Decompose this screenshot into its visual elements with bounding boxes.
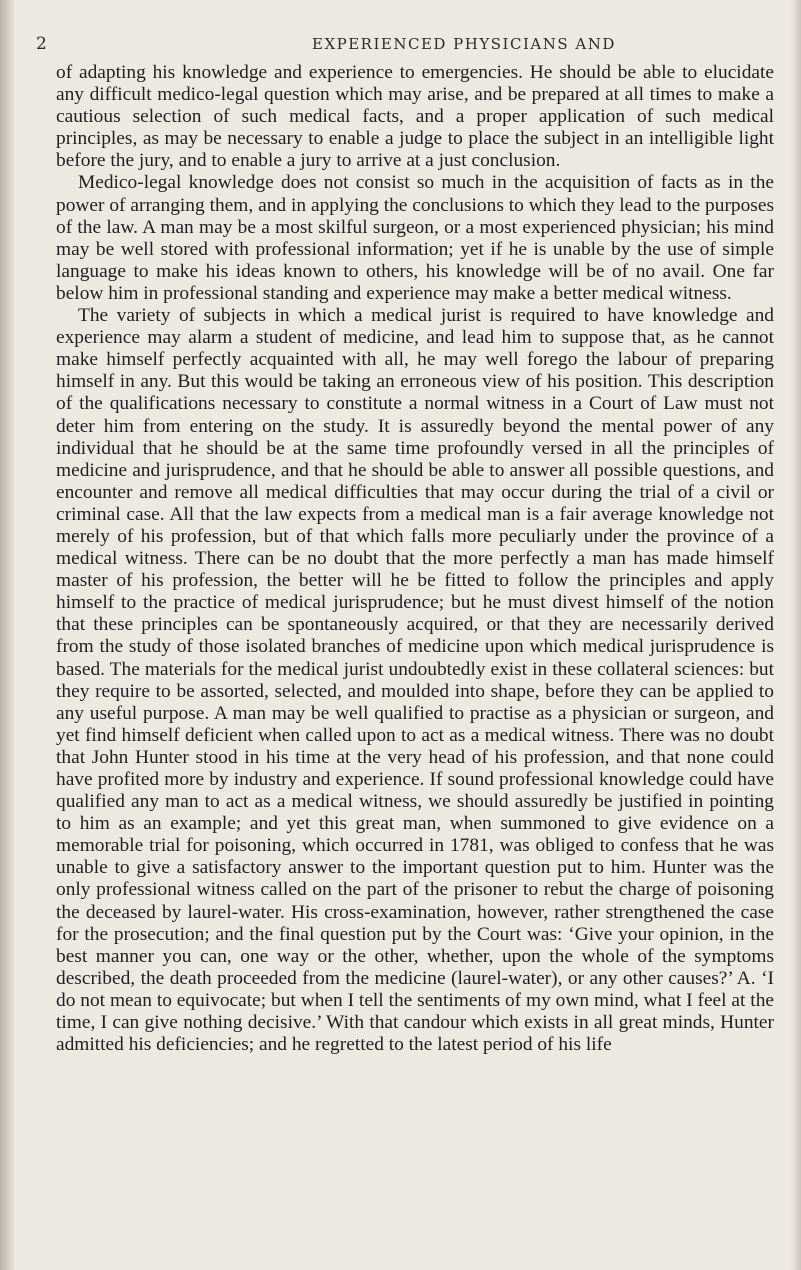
paragraph-3: The variety of subjects in which a medical jurist is required to have knowledge and experience may alarm a student of medicine, and lead him to suppose that, as he cannot make himself perfectly acquainted with all, he may well forego the labour of preparing himself in any. But this would be taking an erroneous view of his position. This description of the qualifications necessary to constitute a normal witness in a Court of Law must not deter him from entering on the study. It is assuredly beyond the mental power of any individual that he should be at the same time profoundly versed in all the principles of medicine and jurisprudence, and that he should be able to answer all possible questions, and encounter and remove all medical difficulties that may occur during the trial of a civil or criminal case. All that the law expects from a medical man is a fair average knowledge not merely of his profession, but of that which falls more peculiarly under the province of a medical witness. There can be no doubt that the more perfectly a man has made himself master of his profession, the better will he be fitted to follow the principles and apply himself to the practice of medical jurisprudence; but he must divest himself of the notion that these principles can be spontaneously acquired, or that they are necessarily derived from the study of those isolated branches of medicine upon which medical jurisprudence is based. The materials for the medical jurist undoubtedly exist in these collateral sciences: but they require to be assorted, selected, and moulded into shape, before they can be applied to any useful purpose. A man may be well qualified to practise as a physician or surgeon, and yet find himself deficient when called upon to act as a medical witness. There was no doubt that John Hunter stood in his time at the very head of his profession, and that none could have profited more by industry and experience. If sound professional knowledge could have qualified any man to act as a medical witness, we should assuredly be justified in pointing to him as an example; and yet this great man, when summoned to give evidence on a memorable trial for poisoning, which occurred in 1781, was obliged to confess that he was unable to give a satisfactory answer to the important question put to him. Hunter was the only professional witness called on the part of the prisoner to rebut the charge of poisoning the deceased by laurel-water. His cross-examination, however, rather strengthened the case for the prosecution; and the final question put by the Court was: ‘Give your opinion, in the best manner you can, one way or the other, whether, upon the whole of the symptoms described, the death proceeded from the medicine (laurel-water), or any other causes?’ A. ‘I do not mean to equivocate; but when I tell the sentiments of my own mind, what I feel at the time, I can give nothing decisive.’ With that candour which exists in all great minds, Hunter admitted his deficiencies; and he regretted to the latest period of his life [56, 305, 774, 1056]
paragraph-2: Medico-legal knowledge does not consist so much in the acquisition of facts as in the power of arranging them, and in applying the conclusions to which they lead to the purposes of the law. A man may be a most skilful surgeon, or a most experienced physician; his mind may be well stored with professional information; yet if he is unable by the use of simple language to make his ideas known to others, his knowledge will be of no avail. One far below him in professional standing and experience may make a better medical witness. [56, 172, 774, 304]
body-text [56, 62, 774, 1056]
paragraph-1: of adapting his knowledge and experience to emergencies. He should be able to elucidate any difficult medico-legal question which may arise, and be prepared at all times to make a cautious selection of such medical facts, and a proper application of such medical principles, as may be necessary to enable a judge to place the subject in an intelligible light before the jury, and to enable a jury to arrive at a just conclusion. [56, 62, 774, 172]
page-header [0, 30, 801, 56]
running-head: EXPERIENCED PHYSICIANS AND [312, 35, 616, 53]
page-number: 2 [36, 34, 47, 54]
